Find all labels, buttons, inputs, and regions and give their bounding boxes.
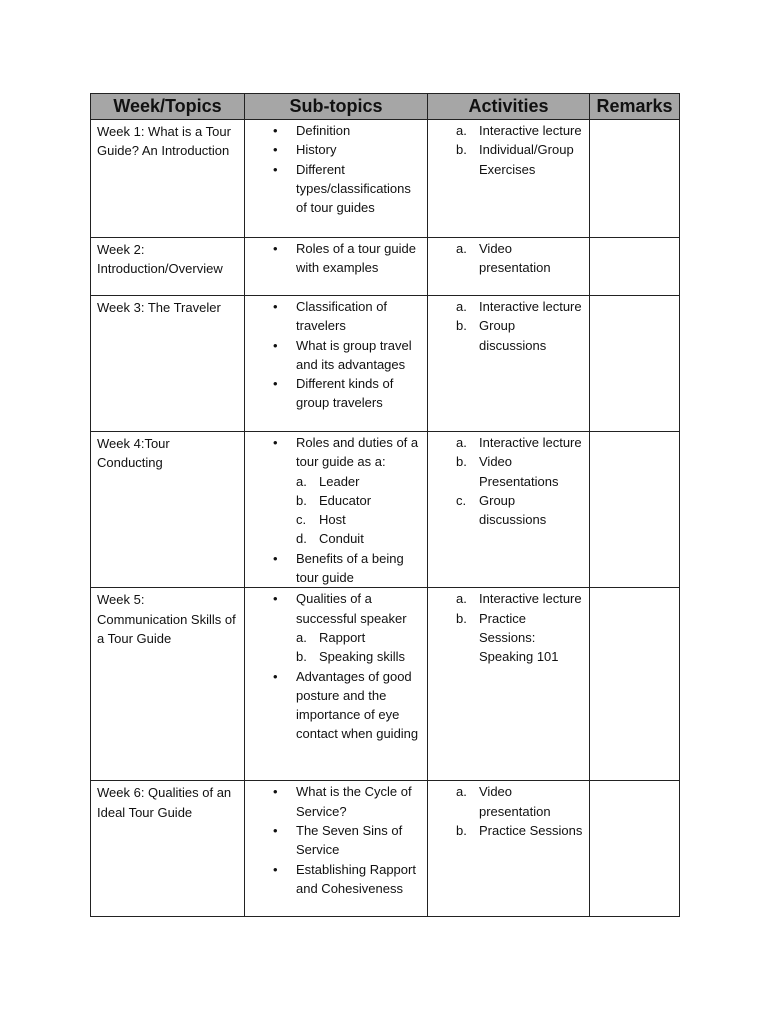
activity-text: Interactive lecture [479, 591, 582, 607]
activity-text: Video presentation [479, 784, 551, 819]
subtopic-text: Definition [296, 123, 351, 138]
list-marker: c. [456, 492, 467, 508]
activity-list [428, 781, 589, 840]
activity-text: Individual/Group Exercises [479, 142, 574, 177]
bullet-icon: • [273, 123, 278, 138]
subtopic-text: Roles and duties of a tour guide as a: [296, 435, 419, 470]
activity-list [428, 238, 589, 278]
list-marker: b. [456, 142, 467, 158]
activity-item [434, 121, 585, 140]
subtopic-list [245, 120, 427, 217]
subtopic-subitem [296, 647, 423, 666]
table-row [91, 432, 680, 588]
bullet-icon: • [273, 822, 278, 838]
list-marker: a. [456, 435, 467, 450]
activities-cell [428, 588, 590, 781]
subtopic-subitem [296, 491, 423, 510]
activity-list [428, 120, 589, 179]
table-row [91, 120, 680, 238]
subtopic-subitem [296, 472, 423, 491]
subtopic-text: Advantages of good posture and the importance of eye contact when guiding [296, 668, 419, 742]
activity-item [434, 140, 585, 179]
subtopic-text: The Seven Sins of Service [296, 822, 403, 858]
subtopic-item [251, 821, 423, 860]
list-marker: d. [296, 531, 307, 547]
table-body [91, 120, 680, 917]
bullet-icon: • [273, 161, 278, 177]
subtopic-item [251, 589, 423, 666]
list-marker: a. [456, 123, 467, 138]
activity-text: Interactive lecture [479, 299, 582, 314]
bullet-icon: • [273, 784, 278, 800]
remarks-cell [590, 588, 680, 781]
week-topic-text: Week 6: Qualities of an Ideal Tour Guide [97, 785, 232, 820]
subtopic-list [245, 432, 427, 587]
activities-cell [428, 120, 590, 238]
activity-item [434, 316, 585, 355]
subtopic-item [251, 160, 423, 218]
subtopic-sublist [296, 628, 423, 667]
subtopic-item [251, 433, 423, 549]
subtopic-item [251, 549, 423, 588]
header-activities: Activities [428, 94, 590, 120]
subtopic-item [251, 667, 423, 744]
activities-cell [428, 238, 590, 296]
subtopic-subitem [296, 628, 423, 647]
remarks-cell [590, 238, 680, 296]
subtopic-item [251, 121, 423, 140]
bullet-icon: • [273, 142, 278, 158]
list-marker: b. [456, 610, 467, 626]
subtopic-text: What is group travel and its advantages [296, 337, 412, 372]
bullet-icon: • [273, 550, 278, 566]
bullet-icon: • [273, 591, 278, 607]
subtopic-text: Qualities of a successful speaker [296, 591, 407, 626]
week-topic-text: Week 4:Tour Conducting [97, 436, 170, 471]
list-marker: a. [456, 784, 467, 800]
subtopic-subitem [296, 529, 423, 548]
subtopic-text: Roles of a tour guide with examples [296, 241, 416, 276]
subtopic-text: Benefits of a being tour guide [296, 550, 404, 586]
activity-text: Group discussions [479, 492, 547, 528]
remarks-cell [590, 296, 680, 432]
bullet-icon: • [273, 376, 278, 392]
header-row [91, 94, 680, 120]
remarks-cell [590, 432, 680, 588]
subtopic-subitem-text: Leader [319, 473, 360, 489]
subtopics-cell [245, 588, 428, 781]
subtopic-subitem-text: Speaking skills [319, 649, 405, 665]
activity-text: Practice Sessions: Speaking 101 [479, 610, 559, 665]
subtopic-item [251, 860, 423, 899]
subtopic-item [251, 297, 423, 336]
subtopic-item [251, 782, 423, 821]
week-topic-cell [91, 432, 245, 588]
subtopics-cell [245, 781, 428, 917]
list-marker: b. [456, 318, 467, 334]
activity-text: Practice Sessions [479, 822, 583, 838]
subtopic-subitem-text: Host [319, 512, 346, 528]
week-topic-cell [91, 120, 245, 238]
bullet-icon: • [273, 337, 278, 353]
subtopics-cell [245, 238, 428, 296]
subtopic-text: History [296, 142, 337, 158]
header-week-topics: Week/Topics [91, 94, 245, 120]
list-marker: b. [456, 454, 467, 470]
subtopic-list [245, 588, 427, 743]
activity-item [434, 239, 585, 278]
subtopic-text: Different types/classifications of tour guides [296, 161, 411, 216]
table-row [91, 781, 680, 917]
list-marker: c. [296, 512, 307, 528]
week-topic-text: Week 3: The Traveler [97, 300, 221, 315]
activities-cell [428, 296, 590, 432]
activity-text: Video presentation [479, 241, 551, 276]
subtopic-text: Different kinds of group travelers [296, 376, 394, 411]
header-sub-topics: Sub-topics [245, 94, 428, 120]
activity-text: Interactive lecture [479, 123, 582, 138]
table-row [91, 296, 680, 432]
activity-item [434, 589, 585, 608]
bullet-icon: • [273, 435, 278, 450]
bullet-icon: • [273, 299, 278, 314]
subtopics-cell [245, 432, 428, 588]
remarks-cell [590, 120, 680, 238]
list-marker: a. [456, 299, 467, 314]
bullet-icon: • [273, 668, 278, 684]
week-topic-cell [91, 781, 245, 917]
list-marker: b. [296, 649, 307, 665]
list-marker: b. [456, 822, 467, 838]
list-marker: a. [456, 241, 467, 256]
activity-list [428, 588, 589, 666]
activities-cell [428, 781, 590, 917]
activity-list [428, 432, 589, 529]
bullet-icon: • [273, 861, 278, 877]
week-topic-text: Week 2: Introduction/Overview [97, 242, 223, 277]
activity-item [434, 609, 585, 667]
list-marker: a. [296, 629, 307, 645]
list-marker: a. [296, 473, 307, 489]
subtopic-item [251, 239, 423, 278]
week-topic-cell [91, 296, 245, 432]
subtopic-text: Establishing Rapport and Cohesiveness [296, 861, 416, 896]
list-marker: b. [296, 492, 307, 508]
activity-item [434, 452, 585, 491]
header-remarks: Remarks [590, 94, 680, 120]
activity-item [434, 433, 585, 452]
subtopic-item [251, 374, 423, 413]
subtopics-cell [245, 296, 428, 432]
subtopic-item [251, 336, 423, 375]
subtopic-subitem [296, 510, 423, 529]
subtopic-list [245, 781, 427, 898]
activity-item [434, 491, 585, 530]
subtopic-item [251, 140, 423, 159]
subtopic-sublist [296, 472, 423, 549]
subtopic-text: Classification of travelers [296, 299, 388, 334]
activities-cell [428, 432, 590, 588]
subtopic-list [245, 296, 427, 413]
list-marker: a. [456, 591, 467, 607]
week-topic-cell [91, 238, 245, 296]
activity-text: Video Presentations [479, 454, 559, 489]
subtopic-subitem-text: Conduit [319, 531, 364, 547]
subtopic-subitem-text: Rapport [319, 629, 366, 645]
week-topic-cell [91, 588, 245, 781]
activity-item [434, 782, 585, 821]
activity-item [434, 297, 585, 316]
activity-item [434, 821, 585, 840]
week-topic-text: Week 5: Communication Skills of a Tour Guide [97, 592, 236, 646]
activity-text: Group discussions [479, 318, 547, 353]
remarks-cell [590, 781, 680, 917]
week-topic-text: Week 1: What is a Tour Guide? An Introduction [97, 124, 231, 159]
subtopics-cell [245, 120, 428, 238]
activity-text: Interactive lecture [479, 435, 582, 450]
table-row [91, 588, 680, 781]
subtopic-subitem-text: Educator [319, 492, 372, 508]
table-row [91, 238, 680, 296]
syllabus-table [90, 93, 680, 917]
subtopic-list [245, 238, 427, 278]
subtopic-text: What is the Cycle of Service? [296, 784, 412, 819]
activity-list [428, 296, 589, 355]
bullet-icon: • [273, 241, 278, 256]
